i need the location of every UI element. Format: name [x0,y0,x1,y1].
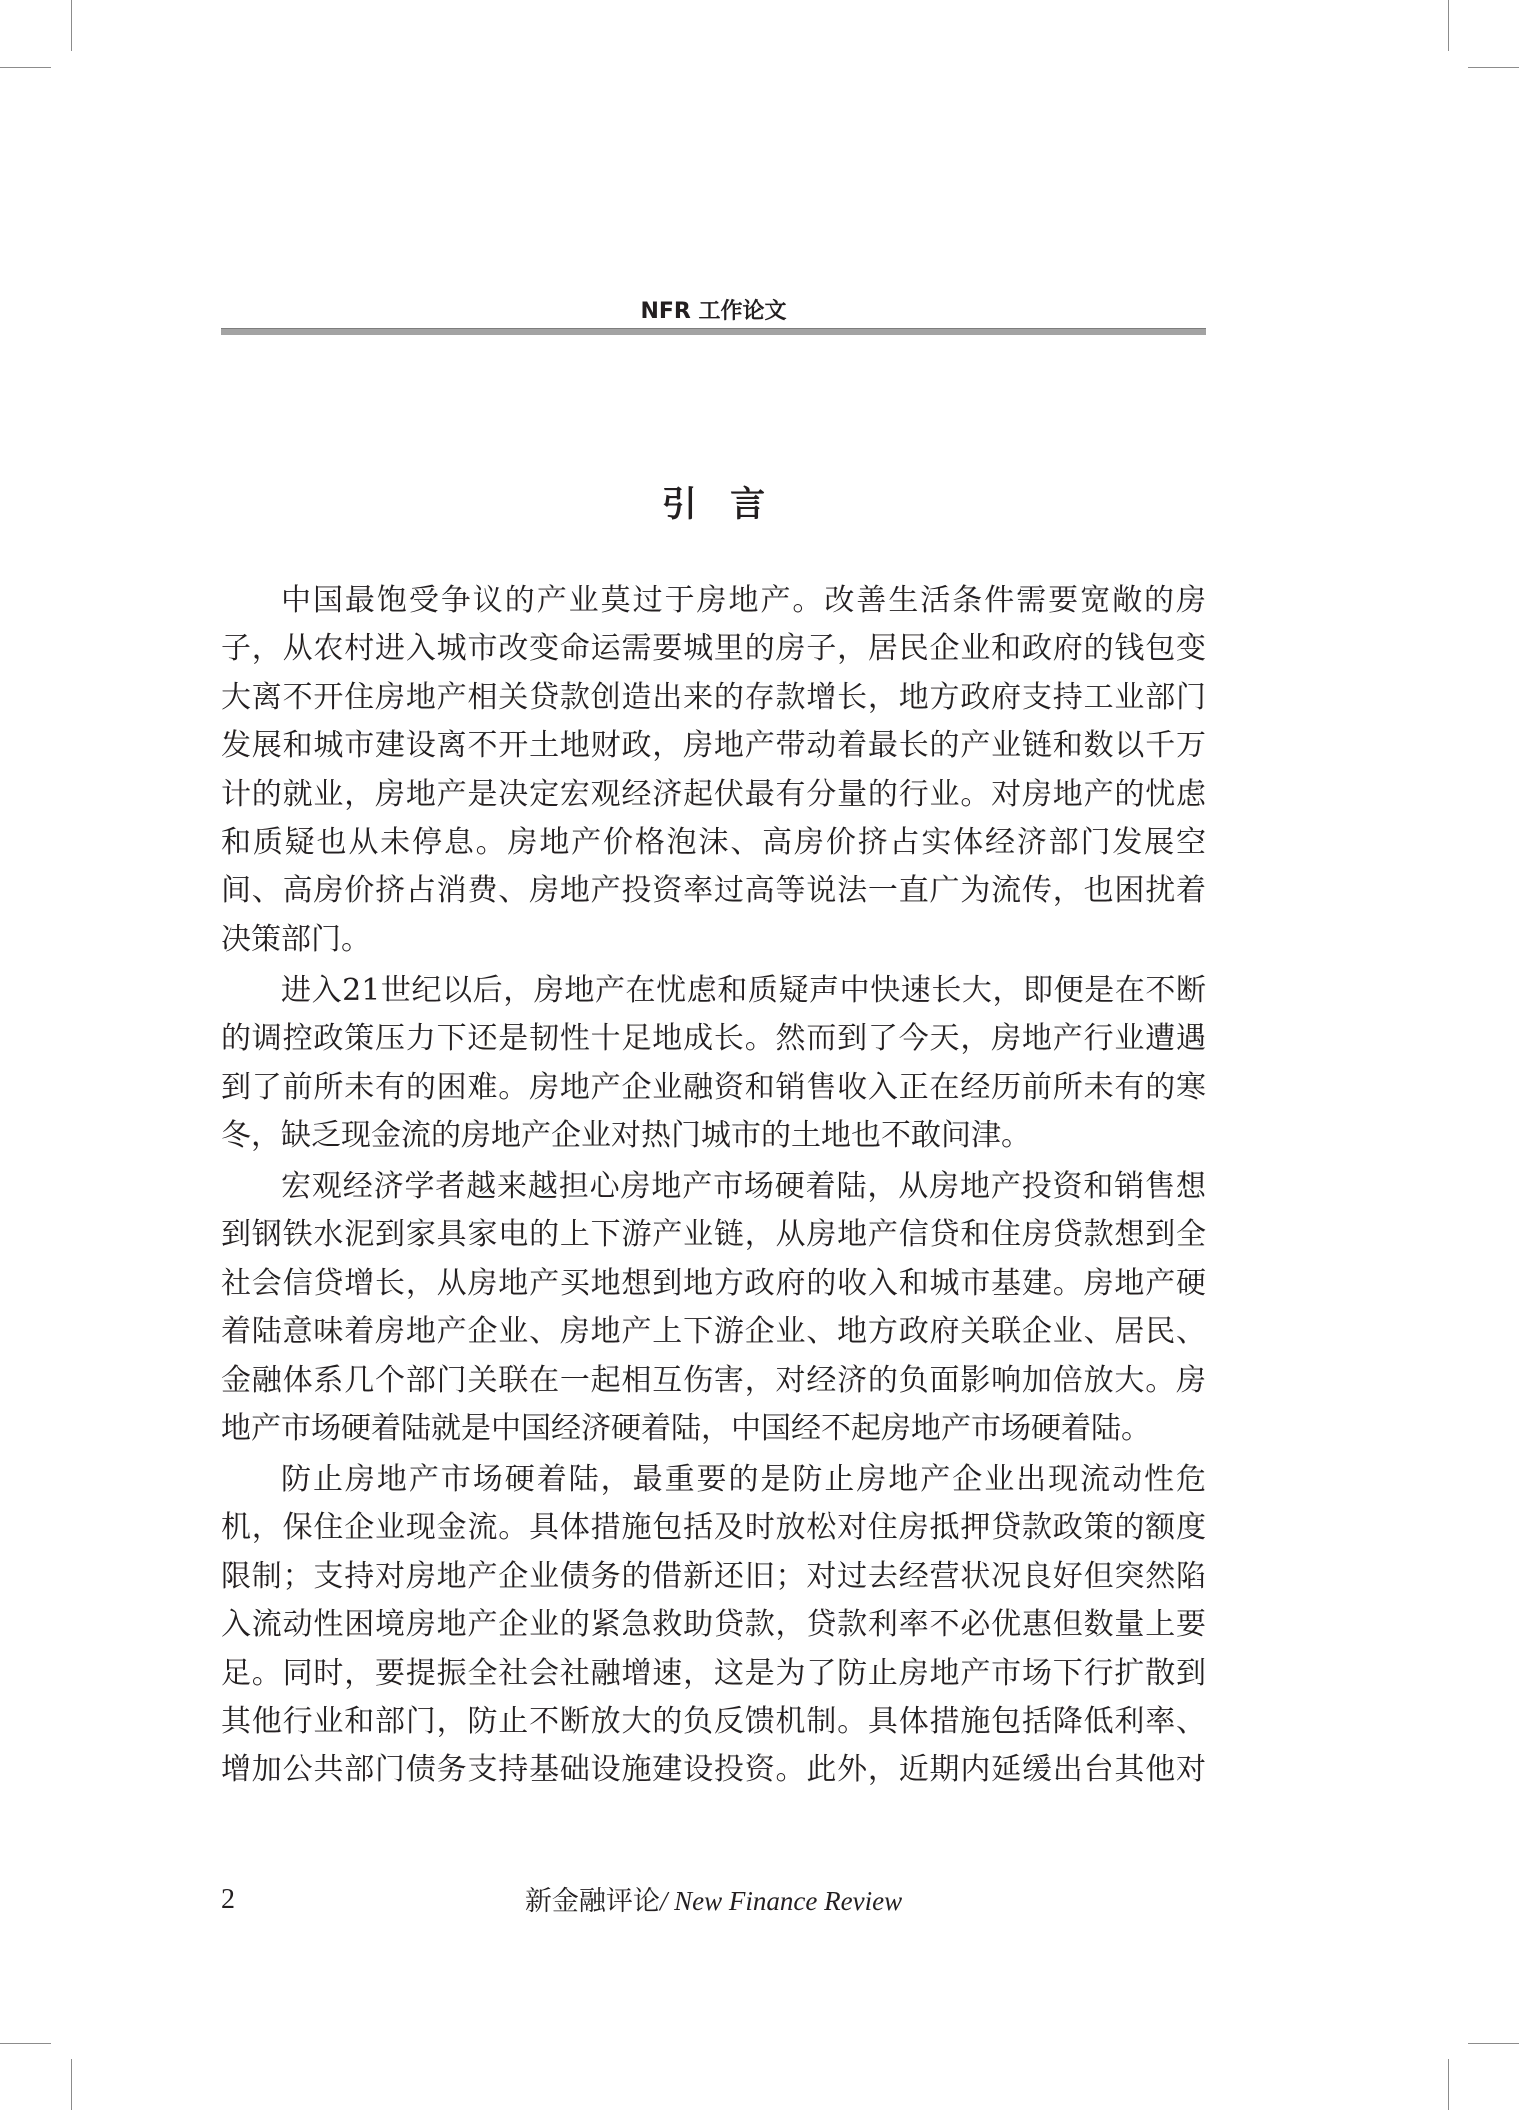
body-line: 大离不开住房地产相关贷款创造出来的存款增长，地方政府支持工业部门 [221,679,1206,715]
crop-mark-top-right-horizontal [1468,67,1519,68]
body-line: 决策部门。 [221,921,371,957]
body-line: 到了前所未有的困难。房地产企业融资和销售收入正在经历前所未有的寒 [221,1069,1206,1105]
body-line: 子，从农村进入城市改变命运需要城里的房子，居民企业和政府的钱包变 [221,631,1206,667]
body-line: 入流动性困境房地产企业的紧急救助贷款，贷款利率不必优惠但数量上要 [221,1607,1206,1643]
body-line: 计的就业，房地产是决定宏观经济起伏最有分量的行业。对房地产的忧虑 [221,776,1206,812]
crop-mark-top-left-vertical [71,0,72,51]
crop-mark-top-right-vertical [1448,0,1449,51]
paragraph [221,1456,1206,1795]
journal-name-english: / New Finance Review [659,1886,903,1916]
body-line: 机，保住企业现金流。具体措施包括及时放松对住房抵押贷款政策的额度 [221,1510,1206,1546]
body-line: 中国最饱受争议的产业莫过于房地产。改善生活条件需要宽敞的房 [281,583,1206,618]
crop-mark-bottom-left-vertical [71,2059,72,2110]
body-line: 其他行业和部门，防止不断放大的负反馈机制。具体措施包括降低利率、 [221,1704,1206,1740]
crop-mark-bottom-right-horizontal [1468,2043,1519,2044]
crop-mark-top-left-horizontal [0,67,51,68]
journal-name-chinese: 新金融评论 [524,1886,660,1917]
crop-mark-bottom-left-horizontal [0,2043,51,2044]
body-line: 宏观经济学者越来越担心房地产市场硬着陆，从房地产投资和销售想 [281,1169,1206,1205]
body-line: 社会信贷增长，从房地产买地想到地方政府的收入和城市基建。房地产硬 [221,1265,1206,1301]
paragraph [221,577,1206,964]
body-line: 增加公共部门债务支持基础设施建设投资。此外，近期内延缓出台其他对 [221,1752,1206,1788]
header-rule [221,328,1206,335]
body-line: 到钢铁水泥到家具家电的上下游产业链，从房地产信贷和住房贷款想到全 [221,1217,1206,1253]
paragraph [221,967,1206,1161]
body-line: 的调控政策压力下还是韧性十足地成长。然而到了今天，房地产行业遭遇 [221,1021,1206,1057]
body-line: 足。同时，要提振全社会社融增速，这是为了防止房地产市场下行扩散到 [221,1655,1206,1691]
section-title: 引 言 [661,485,776,525]
body-line: 冬，缺乏现金流的房地产企业对热门城市的土地也不敢问津。 [221,1117,1031,1153]
paragraph [221,1163,1206,1453]
running-head-title: NFR 工作论文 [640,299,787,324]
body-line: 限制；支持对房地产企业债务的借新还旧；对过去经营状况良好但突然陷 [221,1558,1206,1594]
body-line: 间、高房价挤占消费、房地产投资率过高等说法一直广为流传，也困扰着 [221,873,1206,909]
journal-footer [221,1881,1206,1921]
body-line: 金融体系几个部门关联在一起相互伤害，对经济的负面影响加倍放大。房 [221,1362,1206,1398]
body-line: 防止房地产市场硬着陆，最重要的是防止房地产企业出现流动性危 [281,1462,1206,1498]
body-text [221,577,1206,1795]
page-number: 2 [221,1884,235,1915]
body-line: 地产市场硬着陆就是中国经济硬着陆，中国经不起房地产市场硬着陆。 [221,1411,1151,1447]
crop-mark-bottom-right-vertical [1448,2059,1449,2110]
body-line: 进入21世纪以后，房地产在忧虑和质疑声中快速长大，即便是在不断 [281,972,1206,1008]
body-line: 着陆意味着房地产企业、房地产上下游企业、地方政府关联企业、居民、 [221,1314,1206,1350]
body-line: 发展和城市建设离不开土地财政，房地产带动着最长的产业链和数以千万 [221,728,1206,764]
body-line: 和质疑也从未停息。房地产价格泡沫、高房价挤占实体经济部门发展空 [221,824,1206,860]
